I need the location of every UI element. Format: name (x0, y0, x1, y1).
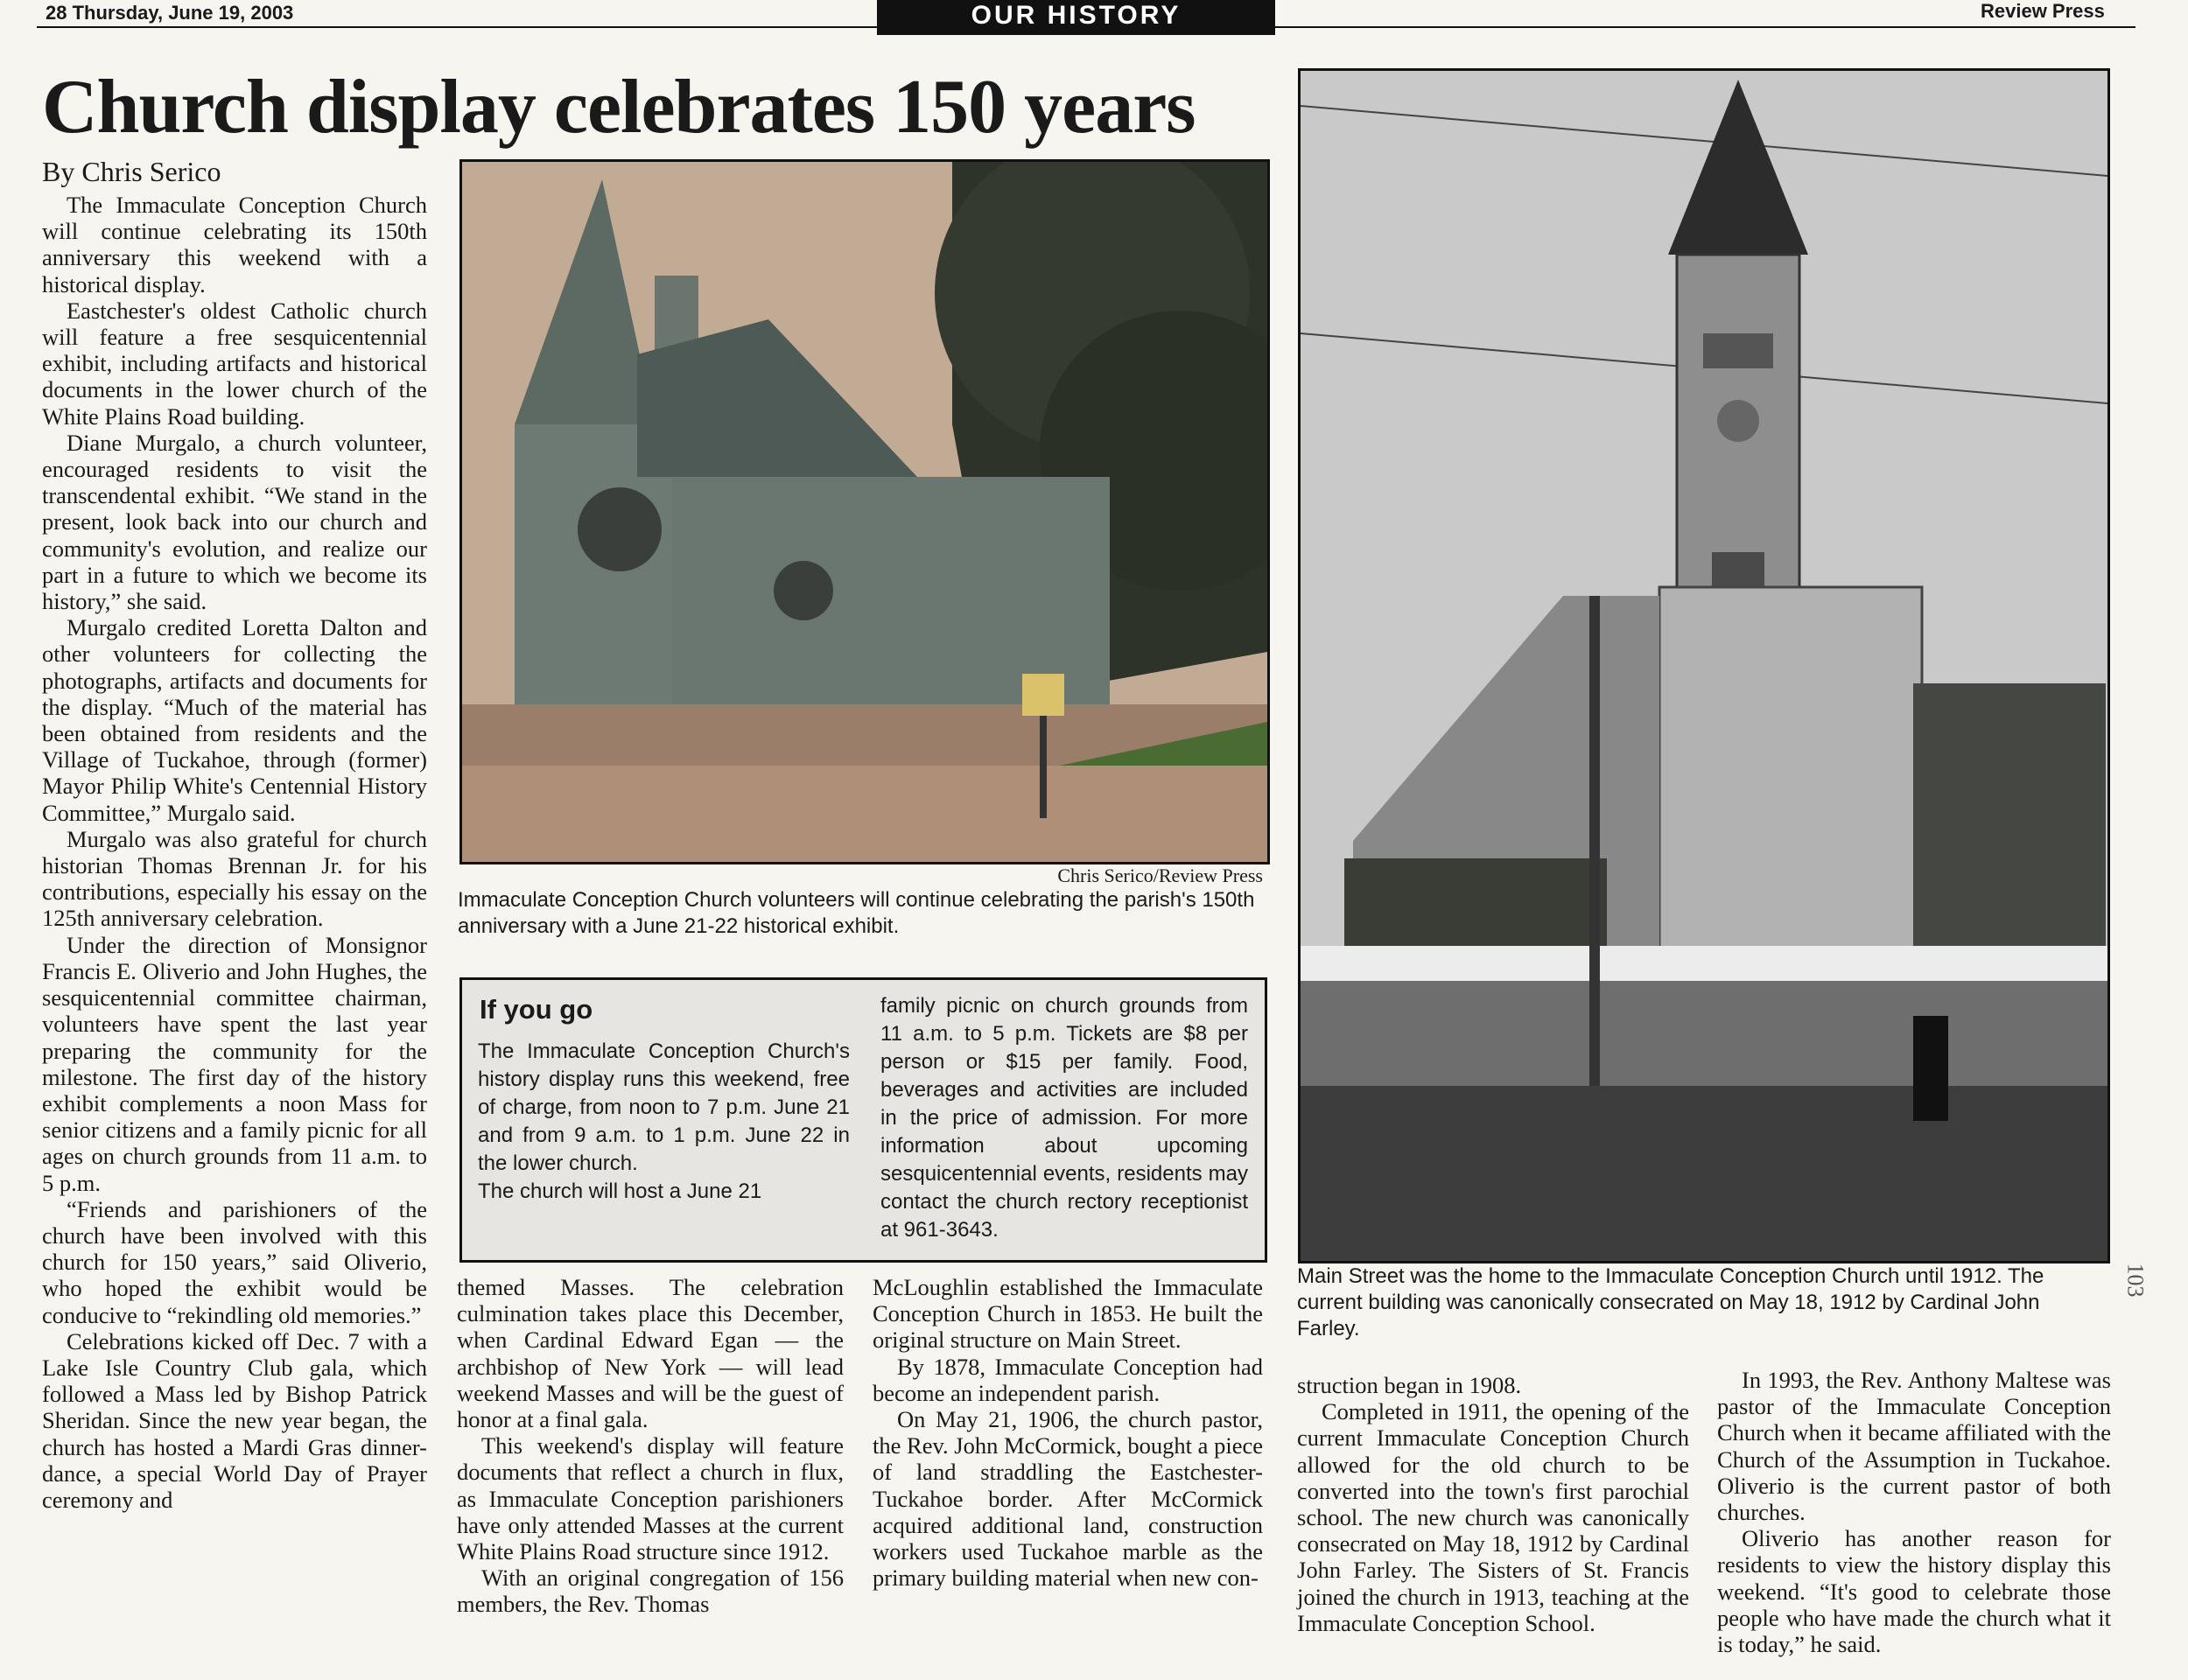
historic-photo-caption: Main Street was the home to the Immaculate Conception Church until 1912. The current building was canonically consecrated on May 18, 1912 by Cardinal John Farley. (1297, 1264, 2044, 1340)
section-banner: OUR HISTORY (877, 0, 1275, 35)
article-column-4 (1297, 1372, 1689, 1636)
paragraph: Oliverio has another reason for residents to view the history display this weekend. “It's good to celebrate those people who have made the church what it is today,” he said. (1717, 1525, 2111, 1658)
paragraph: The Immaculate Conception Church's history display runs this weekend, free of charge, from noon to 7 p.m. June 21 and from 9 a.m. to 1 p.m. June 22 in the lower church. (478, 1040, 850, 1175)
paragraph: The church will host a June 21 (478, 1180, 762, 1203)
paragraph: This weekend's display will feature documents that reflect a church in flux, as Immaculate Conception parishioners have only attended Masses at the current White Plains Road structure since 1912. (457, 1432, 844, 1565)
article-column-2 (457, 1274, 844, 1618)
article-column-5 (1717, 1367, 2111, 1657)
church-photo (459, 159, 1270, 864)
paragraph: Murgalo was also grateful for church historian Thomas Brennan Jr. for his contributions, especially his essay on the 125th anniversary celebration. (42, 825, 427, 932)
paragraph: Murgalo credited Loretta Dalton and other volunteers for collecting the photographs, artifacts and documents for the display. “Much of the material has been obtained from residents and the Village of Tuckahoe, through (former) Mayor Philip White's Centennial History Committee,” Murgalo said. (42, 614, 427, 826)
historic-church-illustration (1301, 71, 2107, 1261)
photo-caption: Immaculate Conception Church volunteers will continue celebrating the parish's 150th anniversary with a June 21-22 historical exhibit. (458, 888, 1255, 938)
article-column-1 (42, 192, 427, 1513)
paragraph: The Immaculate Conception Church will continue celebrating its 150th anniversary this weekend with a historical display. (42, 192, 427, 298)
byline: By Chris Serico (42, 156, 221, 187)
paragraph: McLoughlin established the Immaculate Conception Church in 1853. He built the original structure on Main Street. (873, 1274, 1263, 1354)
paragraph: Completed in 1911, the opening of the current Immaculate Conception Church allowed for the old church to be converted into the town's first parochial school. The new church was canonically consecrated on May 18, 1912 by Cardinal John Farley. The Sisters of St. Francis joined the church in 1913, teaching at the Immaculate Conception School. (1297, 1398, 1689, 1636)
publication-name: Review Press (1981, 0, 2105, 22)
paragraph: In 1993, the Rev. Anthony Maltese was pastor of the Immaculate Conception Church when it became affiliated with the Church of the Assumption in Tuckahoe. Oliverio is the current pastor of both churches. (1717, 1367, 2111, 1526)
sidebar-title: If you go (480, 994, 593, 1025)
paragraph: Celebrations kicked off Dec. 7 with a Lake Isle Country Club gala, which followed a Mass led by Bishop Patrick Sheridan. Since the new year began, the church has hosted a Mardi Gras dinner-dance, a special World Day of Prayer ceremony and (42, 1327, 427, 1513)
paragraph: With an original congregation of 156 members, the Rev. Thomas (457, 1564, 844, 1618)
historic-church-photo (1298, 68, 2110, 1264)
if-you-go-box (459, 977, 1267, 1263)
paragraph: family picnic on church grounds from 11 a.m. to 5 p.m. Tickets are $8 per person or $15 per family. Food, beverages and activities are included in the price of admission. For more information about upcoming sesquicentennial events, residents may contact the church rectory receptionist at 961-3643. (880, 994, 1248, 1242)
paragraph: On May 21, 1906, the church pastor, the Rev. John McCormick, bought a piece of land straddling the Eastchester-Tuckahoe border. After McCormick acquired additional land, construction workers used Tuckahoe marble as the primary building material when new con- (873, 1406, 1263, 1592)
photo-credit: Chris Serico/Review Press (1057, 864, 1263, 886)
article-column-3 (873, 1274, 1263, 1591)
headline: Church display celebrates 150 years (42, 65, 1196, 150)
paragraph: Eastchester's oldest Catholic church will feature a free sesquicentennial exhibit, including artifacts and historical documents in the lower church of the White Plains Road building. (42, 297, 427, 430)
church-photo-illustration (462, 162, 1267, 862)
paragraph: “Friends and parishioners of the church have been involved with this church for 150 years,” said Oliverio, who hoped the exhibit would be conducive to “rekindling old memories.” (42, 1195, 427, 1328)
paragraph: struction began in 1908. (1297, 1372, 1522, 1398)
sidebar-right-column (880, 992, 1248, 1244)
page-date: 28 Thursday, June 19, 2003 (46, 2, 294, 24)
paragraph: Under the direction of Monsignor Francis E. Oliverio and John Hughes, the sesquicentennial committee chairman, volunteers have spent the last year preparing the community for the milestone. The first day of the history exhibit complements a noon Mass for senior citizens and a family picnic for all ages on church grounds from 11 a.m. to 5 p.m. (42, 931, 427, 1196)
paragraph: Diane Murgalo, a church volunteer, encouraged residents to visit the transcendental exhibit. “We stand in the present, look back into our church and community's evolution, and realize our part in a future to which we become its history,” she said. (42, 429, 427, 615)
paragraph: By 1878, Immaculate Conception had become an independent parish. (873, 1353, 1263, 1406)
sidebar-left-column (478, 1038, 850, 1206)
handwritten-page-note: 103 (2122, 1263, 2149, 1298)
paragraph: themed Masses. The celebration culmination takes place this December, when Cardinal Edward Egan — the archbishop of New York — will lead weekend Masses and will be the guest of honor at a final gala. (457, 1274, 844, 1433)
